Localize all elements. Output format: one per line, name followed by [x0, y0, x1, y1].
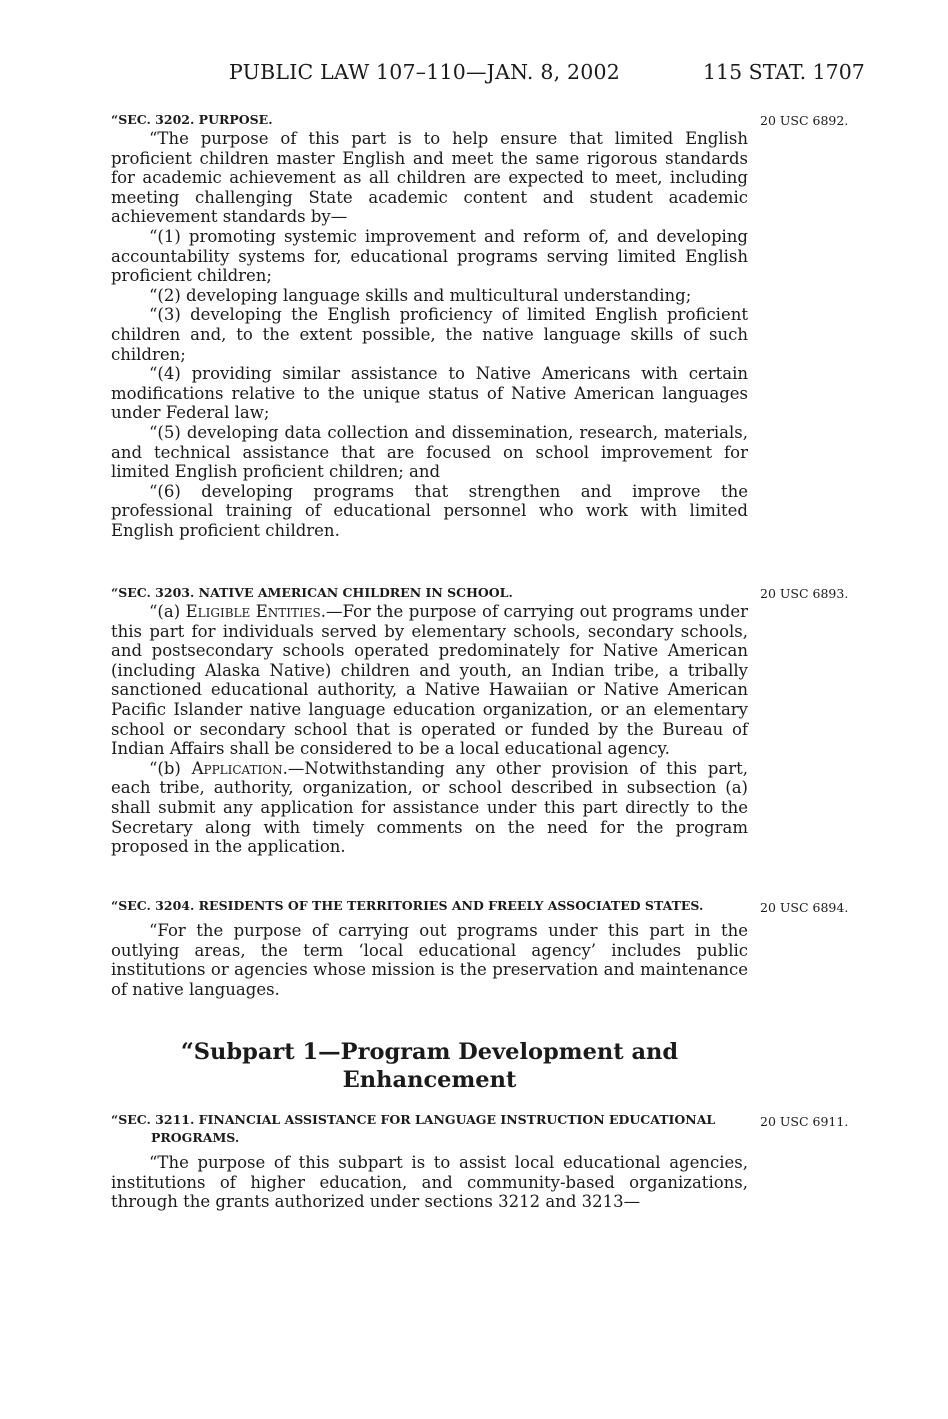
list-item: “(4) providing similar assistance to Native Americans with certain modifications relative to the unique status of Native American languages under Federal law;: [111, 364, 748, 423]
list-item: “(5) developing data collection and dissemination, research, materials, and technical assistance that are focused on school improvement for limited English proficient children; and: [111, 422, 748, 482]
margin-citation-3211: 20 USC 6911.: [760, 1114, 849, 1129]
list-item: “(2) developing language skills and multicultural understanding;: [149, 285, 692, 305]
subsection-a: [111, 602, 748, 759]
list-item: “(6) developing programs that strengthen and improve the professional training of educational personnel who work with limited English proficient children.: [111, 481, 748, 540]
subsection-text: —For the purpose of carrying out programs under this part for individuals served by elementary schools, secondary schools, and postsecondary schools operated predominately for Native American (including Alaska Native) children and youth, an Indian tribe, a tribally sanctioned educational authority, a Native Hawaiian or Native American Pacific Islander native language education organization, or an elementary school or secondary school that is operated or funded by the Bureau of Indian Affairs shall be considered to be a local educational agency.: [111, 602, 748, 759]
section-heading: “SEC. 3204. RESIDENTS OF THE TERRITORIES AND FREELY ASSOCIATED STATES.: [111, 898, 704, 913]
paragraph: “The purpose of this part is to help ensure that limited English proficient children master English and meet the same rigorous standards for academic achievement as all children are expected to meet, including meeting challenging State academic content and student academic achievement standards by—: [111, 129, 748, 227]
margin-citation-3204: 20 USC 6894.: [760, 900, 849, 915]
subsection-b: [111, 759, 748, 857]
subpart-heading: [111, 1038, 748, 1094]
margin-citation-3202: 20 USC 6892.: [760, 113, 849, 128]
margin-citation-3203: 20 USC 6893.: [760, 586, 849, 601]
subsection-title: Eligible Entities.: [185, 602, 326, 621]
paragraph: “The purpose of this subpart is to assist local educational agencies, institutions of higher education, and community-based organizations, through the grants authorized under sections 3212 and 3213—: [111, 1153, 748, 1212]
running-head: PUBLIC LAW 107–110—JAN. 8, 2002: [229, 60, 620, 84]
subsection-title: Application.: [191, 758, 288, 778]
list-item: “(3) developing the English proficiency of limited English proficient children and, to the extent possible, the native language skills of such children;: [111, 305, 748, 364]
section-3202: [111, 111, 748, 540]
subsection-label: “(a): [149, 602, 186, 621]
subpart-heading-line2: Enhancement: [342, 1067, 517, 1093]
section-3211: [111, 1111, 748, 1212]
page-number: 115 STAT. 1707: [703, 60, 865, 84]
list-item: “(1) promoting systemic improvement and reform of, and developing accountability systems for, educational programs serving limited English proficient children;: [111, 226, 748, 286]
subsection-label: “(b): [149, 758, 192, 778]
section-3204: [111, 897, 748, 999]
section-heading: “SEC. 3203. NATIVE AMERICAN CHILDREN IN SCHOOL.: [111, 585, 513, 600]
section-heading: “SEC. 3211. FINANCIAL ASSISTANCE FOR LANGUAGE INSTRUCTION EDUCATIONAL PROGRAMS.: [111, 1112, 716, 1145]
section-heading: “SEC. 3202. PURPOSE.: [111, 112, 273, 127]
subsection-text: —Notwithstanding any other provision of this part, each tribe, authority, organization, or school described in subsection (a) shall submit any application for assistance under this part directly to the Secretary along with timely comments on the need for the program proposed in the application.: [111, 758, 749, 857]
subpart-heading-line1: “Subpart 1—Program Development and: [180, 1039, 679, 1065]
paragraph: “For the purpose of carrying out programs under this part in the outlying areas, the term ‘local educational agency’ includes public institutions or agencies whose mission is the preservation and maintenance of native languages.: [111, 921, 748, 999]
section-3203: [111, 584, 748, 857]
